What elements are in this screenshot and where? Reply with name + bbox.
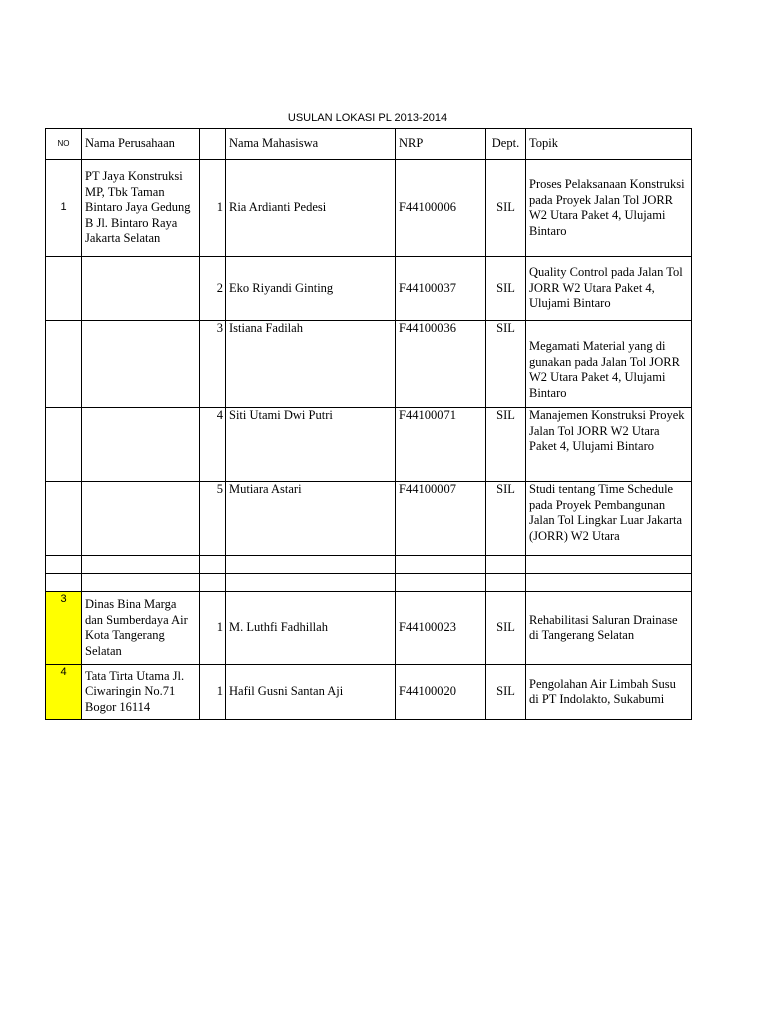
header-index	[200, 129, 226, 160]
row-index: 2	[200, 257, 226, 321]
table-row	[46, 160, 692, 257]
table-row	[46, 257, 692, 321]
row-company: Dinas Bina Marga dan Sumberdaya Air Kota Tangerang Selatan	[82, 592, 200, 665]
row-student: Siti Utami Dwi Putri	[226, 408, 396, 482]
empty-cell	[526, 556, 692, 574]
row-no-highlighted: 4	[46, 665, 82, 720]
row-no	[46, 408, 82, 482]
row-dept: SIL	[486, 482, 526, 556]
table-row	[46, 482, 692, 556]
row-topic: Studi tentang Time Schedule pada Proyek Pembangunan Jalan Tol Lingkar Luar Jakarta (JORR) W2 Utara	[526, 482, 692, 556]
empty-cell	[396, 556, 486, 574]
row-company: PT Jaya Konstruksi MP, Tbk Taman Bintaro Jaya Gedung B Jl. Bintaro Raya Jakarta Selatan	[82, 160, 200, 257]
table-row	[46, 408, 692, 482]
location-proposal-table	[45, 128, 692, 720]
empty-row	[46, 574, 692, 592]
row-index: 4	[200, 408, 226, 482]
header-nrp: NRP	[396, 129, 486, 160]
row-dept: SIL	[486, 592, 526, 665]
row-company	[82, 482, 200, 556]
empty-cell	[226, 574, 396, 592]
row-no	[46, 257, 82, 321]
row-dept: SIL	[486, 257, 526, 321]
row-index: 3	[200, 321, 226, 408]
row-nrp: F44100020	[396, 665, 486, 720]
empty-cell	[82, 556, 200, 574]
row-index: 1	[200, 665, 226, 720]
row-student: Eko Riyandi Ginting	[226, 257, 396, 321]
row-dept: SIL	[486, 665, 526, 720]
empty-cell	[200, 556, 226, 574]
empty-cell	[486, 574, 526, 592]
empty-cell	[526, 574, 692, 592]
row-nrp: F44100007	[396, 482, 486, 556]
row-nrp: F44100023	[396, 592, 486, 665]
row-company	[82, 408, 200, 482]
row-student: M. Luthfi Fadhillah	[226, 592, 396, 665]
row-company	[82, 257, 200, 321]
row-student: Istiana Fadilah	[226, 321, 396, 408]
row-nrp: F44100071	[396, 408, 486, 482]
table-row	[46, 321, 692, 408]
row-dept: SIL	[486, 408, 526, 482]
empty-cell	[486, 556, 526, 574]
row-topic: Pengolahan Air Limbah Susu di PT Indolakto, Sukabumi	[526, 665, 692, 720]
empty-cell	[200, 574, 226, 592]
header-topic: Topik	[526, 129, 692, 160]
header-dept: Dept.	[486, 129, 526, 160]
row-no	[46, 482, 82, 556]
row-index: 5	[200, 482, 226, 556]
header-row	[46, 129, 692, 160]
row-index: 1	[200, 592, 226, 665]
row-topic: Megamati Material yang di gunakan pada Jalan Tol JORR W2 Utara Paket 4, Ulujami Bintaro	[526, 321, 692, 408]
row-nrp: F44100037	[396, 257, 486, 321]
empty-cell	[46, 556, 82, 574]
row-topic: Proses Pelaksanaan Konstruksi pada Proyek Jalan Tol JORR W2 Utara Paket 4, Ulujami Bintaro	[526, 160, 692, 257]
header-no: NO	[46, 129, 82, 160]
row-no-highlighted: 3	[46, 592, 82, 665]
header-company: Nama Perusahaan	[82, 129, 200, 160]
header-student: Nama Mahasiswa	[226, 129, 396, 160]
document-title: USULAN LOKASI PL 2013-2014	[287, 112, 448, 124]
row-index: 1	[200, 160, 226, 257]
row-student: Ria Ardianti Pedesi	[226, 160, 396, 257]
row-dept: SIL	[486, 321, 526, 408]
row-company	[82, 321, 200, 408]
empty-cell	[46, 574, 82, 592]
row-nrp: F44100036	[396, 321, 486, 408]
empty-cell	[82, 574, 200, 592]
table-row	[46, 665, 692, 720]
empty-row	[46, 556, 692, 574]
row-topic: Manajemen Konstruksi Proyek Jalan Tol JORR W2 Utara Paket 4, Ulujami Bintaro	[526, 408, 692, 482]
row-topic: Rehabilitasi Saluran Drainase di Tangerang Selatan	[526, 592, 692, 665]
row-no: 1	[46, 160, 82, 257]
row-no	[46, 321, 82, 408]
empty-cell	[226, 556, 396, 574]
table-row	[46, 592, 692, 665]
row-dept: SIL	[486, 160, 526, 257]
row-company: Tata Tirta Utama Jl. Ciwaringin No.71 Bogor 16114	[82, 665, 200, 720]
row-nrp: F44100006	[396, 160, 486, 257]
empty-cell	[396, 574, 486, 592]
row-student: Mutiara Astari	[226, 482, 396, 556]
row-student: Hafil Gusni Santan Aji	[226, 665, 396, 720]
row-topic: Quality Control pada Jalan Tol JORR W2 Utara Paket 4, Ulujami Bintaro	[526, 257, 692, 321]
